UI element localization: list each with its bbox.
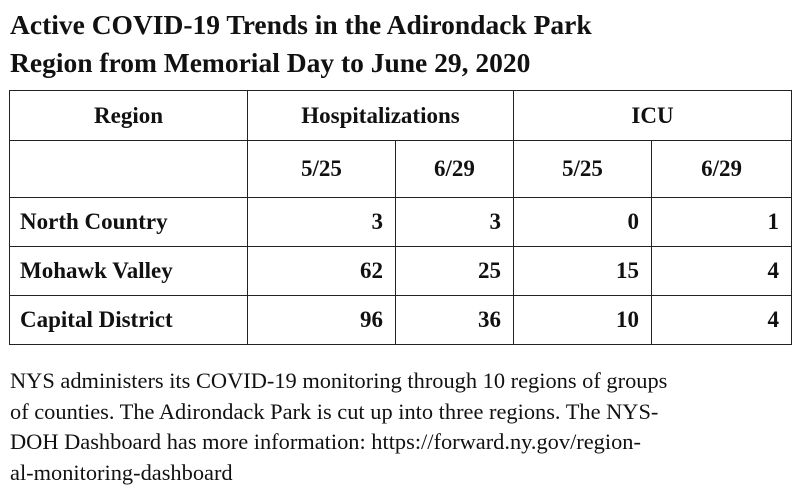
table-row	[10, 198, 792, 247]
date-header-row	[10, 141, 792, 198]
header-hospitalizations: Hospitalizations	[248, 91, 514, 141]
header-hosp-date-629: 6/29	[396, 141, 514, 198]
hosp-525-cell: 96	[248, 296, 396, 345]
hosp-629-cell: 3	[396, 198, 514, 247]
page-title	[10, 6, 790, 82]
header-icu-date-629: 6/29	[652, 141, 792, 198]
hosp-525-cell: 62	[248, 247, 396, 296]
title-line-1: Active COVID-19 Trends in the Adirondack Park	[10, 9, 592, 40]
title-line-2: Region from Memorial Day to June 29, 2020	[10, 47, 531, 78]
icu-629-cell: 1	[652, 198, 792, 247]
icu-629-cell: 4	[652, 247, 792, 296]
hosp-629-cell: 36	[396, 296, 514, 345]
header-row	[10, 91, 792, 141]
header-region: Region	[10, 91, 248, 141]
header-icu: ICU	[514, 91, 792, 141]
footnote-line-2: of counties. The Adirondack Park is cut up into three regions. The NYS-	[10, 398, 659, 424]
footnote-line-1: NYS administers its COVID-19 monitoring through 10 regions of groups	[10, 368, 668, 393]
header-empty	[10, 141, 248, 198]
hosp-629-cell: 25	[396, 247, 514, 296]
table-row	[10, 247, 792, 296]
icu-629-cell: 4	[652, 296, 792, 345]
hosp-525-cell: 3	[248, 198, 396, 247]
icu-525-cell: 15	[514, 247, 652, 296]
icu-525-cell: 10	[514, 296, 652, 345]
covid-trends-table	[9, 90, 792, 345]
header-icu-date-525: 5/25	[514, 141, 652, 198]
footnote	[10, 366, 790, 488]
region-cell: Capital District	[10, 296, 248, 345]
table-row	[10, 296, 792, 345]
region-cell: Mohawk Valley	[10, 247, 248, 296]
icu-525-cell: 0	[514, 198, 652, 247]
footnote-line-3: DOH Dashboard has more information: https://forward.ny.gov/region-	[10, 429, 641, 454]
region-cell: North Country	[10, 198, 248, 247]
header-hosp-date-525: 5/25	[248, 141, 396, 198]
footnote-line-4: al-monitoring-dashboard	[10, 459, 233, 485]
